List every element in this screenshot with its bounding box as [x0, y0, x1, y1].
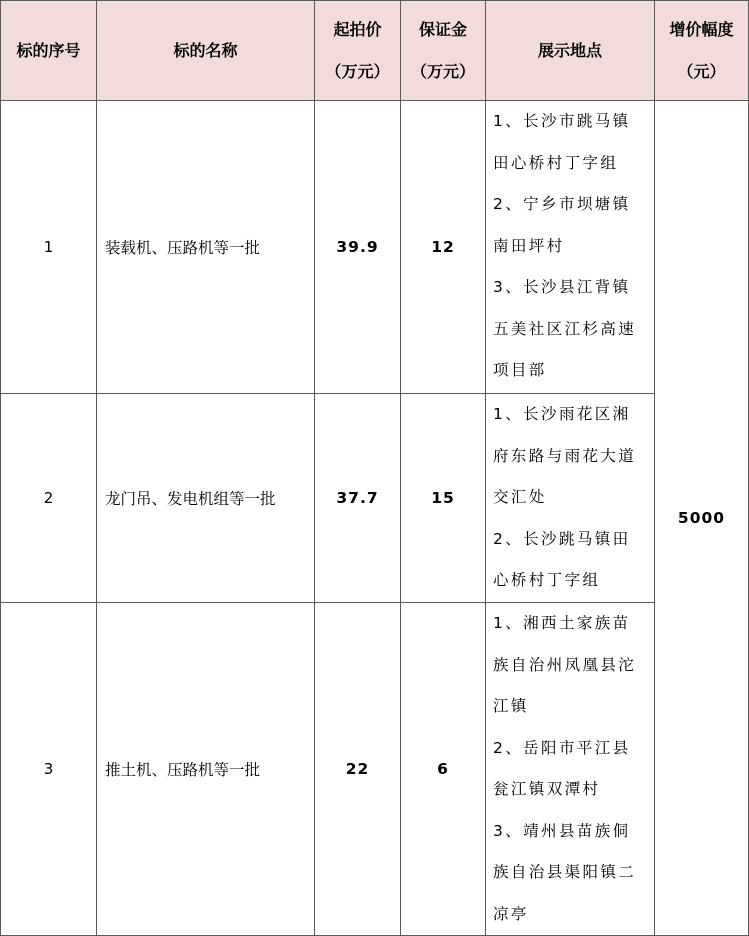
- start-price-cell: 22: [315, 603, 401, 936]
- location-line: 1、湘西土家族苗: [493, 614, 631, 632]
- location-line: 3、长沙县江背镇: [493, 278, 631, 296]
- header-deposit-label: 保证金: [418, 19, 467, 39]
- location-line: 田心桥村丁字组: [493, 153, 619, 172]
- table-row: [1, 603, 749, 936]
- header-increment-unit: （元）: [677, 61, 726, 81]
- start-price-cell: 39.9: [315, 101, 401, 394]
- location-cell: [486, 603, 655, 936]
- header-lot-name: 标的名称: [97, 1, 315, 101]
- location-line: 2、长沙跳马镇田: [493, 529, 631, 548]
- location-line: 2、宁乡市坝塘镇: [493, 195, 631, 213]
- deposit-cell: 15: [401, 394, 486, 603]
- lot-no-cell: 1: [1, 101, 97, 394]
- location-line: 凉亭: [493, 904, 529, 923]
- location-line: 瓮江镇双潭村: [493, 780, 601, 798]
- increment-cell: 5000: [655, 101, 749, 936]
- header-location: 展示地点: [486, 1, 655, 101]
- header-lot-no: 标的序号: [1, 1, 97, 101]
- location-line: 族自治州凤凰县沱: [493, 655, 637, 674]
- lot-name-cell: 推土机、压路机等一批: [97, 603, 315, 936]
- location-line: 五美社区江杉高速: [493, 319, 637, 338]
- table-row: [1, 394, 749, 603]
- lot-no-cell: 2: [1, 394, 97, 603]
- location-line: 心桥村丁字组: [493, 571, 601, 589]
- location-cell: [486, 394, 655, 603]
- deposit-cell: 6: [401, 603, 486, 936]
- lot-no-cell: 3: [1, 603, 97, 936]
- deposit-cell: 12: [401, 101, 486, 394]
- location-line: 南田坪村: [493, 236, 565, 255]
- location-line: 1、长沙市跳马镇: [493, 112, 631, 130]
- table-row: [1, 101, 749, 394]
- lot-name-cell: 装载机、压路机等一批: [97, 101, 315, 394]
- location-line: 交汇处: [493, 488, 547, 506]
- header-increment-label: 增价幅度: [669, 19, 734, 39]
- location-line: 江镇: [493, 697, 529, 715]
- header-deposit-unit: （万元）: [410, 61, 475, 81]
- location-line: 族自治县渠阳镇二: [493, 863, 637, 881]
- location-line: 项目部: [493, 361, 547, 379]
- header-increment: [655, 1, 749, 101]
- header-start-price-unit: （万元）: [325, 61, 390, 81]
- header-start-price-label: 起拍价: [333, 19, 382, 39]
- header-start-price: [315, 1, 401, 101]
- location-line: 1、长沙雨花区湘: [493, 405, 631, 423]
- location-cell: [486, 101, 655, 394]
- location-line: 府东路与雨花大道: [493, 446, 637, 465]
- lot-name-cell: 龙门吊、发电机组等一批: [97, 394, 315, 603]
- location-line: 2、岳阳市平江县: [493, 738, 631, 757]
- header-deposit: [401, 1, 486, 101]
- start-price-cell: 37.7: [315, 394, 401, 603]
- header-row: [1, 1, 749, 101]
- location-line: 3、靖州县苗族侗: [493, 821, 631, 840]
